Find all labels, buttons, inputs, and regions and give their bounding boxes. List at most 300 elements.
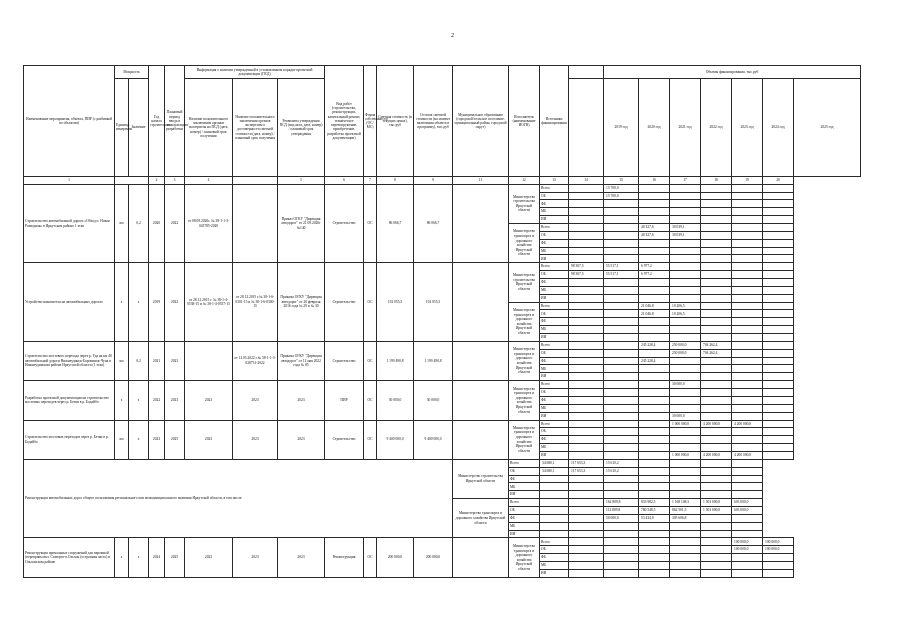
funding-value <box>604 451 639 459</box>
funding-value <box>639 279 670 287</box>
funding-value <box>732 216 763 224</box>
source-label: Всего <box>509 499 540 507</box>
object-estimate: 30 000,0 <box>377 381 414 420</box>
object-work-type: Строительство <box>325 184 364 263</box>
header-work-type: Вид работ (строительство, реконструкция, капитальный ремонт, техническое перевооружение, приобретение, разработка проектной документации) <box>325 66 364 177</box>
financing-table <box>23 65 861 578</box>
funding-value <box>763 420 794 428</box>
source-label: ИИ <box>540 216 569 224</box>
funding-value: 30 000,0 <box>670 381 701 389</box>
funding-value <box>670 373 701 381</box>
funding-value <box>763 436 794 444</box>
funding-value <box>569 184 604 192</box>
funding-value <box>569 420 604 428</box>
funding-value <box>701 459 732 467</box>
funding-value: 1 000 000,0 <box>670 451 701 459</box>
funding-value <box>763 396 794 404</box>
funding-value <box>701 216 732 224</box>
funding-value: 15 700,0 <box>604 192 639 200</box>
funding-value <box>701 569 732 577</box>
funding-value <box>639 428 670 436</box>
funding-value <box>604 561 639 569</box>
funding-value <box>604 357 639 365</box>
funding-value <box>701 247 732 255</box>
header-capacity: Мощность <box>115 66 149 79</box>
object-exp-cost: от 28.12.2015 г.№ 38-1-6-0301-15 и № 38-1-6-0300-15 <box>233 263 278 342</box>
funding-value <box>670 396 701 404</box>
header-remaining: Остаток сметной стоимости (на момент включения объекта в программу), тыс.руб <box>414 66 453 177</box>
source-label: МБ <box>540 247 569 255</box>
funding-value <box>569 239 604 247</box>
funding-value: 117 653,3 <box>569 459 604 467</box>
funding-value <box>670 404 701 412</box>
funding-value <box>701 334 732 342</box>
source-label: ФБ <box>540 357 569 365</box>
funding-value <box>604 428 639 436</box>
source-label: МБ <box>540 286 569 294</box>
col-number: 14 <box>569 176 604 184</box>
funding-value <box>569 334 604 342</box>
funding-value <box>604 247 639 255</box>
funding-value <box>763 310 794 318</box>
header-year: 2019 год <box>604 78 639 176</box>
object-municipality <box>453 184 509 263</box>
funding-value <box>604 522 639 530</box>
funding-value <box>732 349 763 357</box>
funding-value <box>732 483 763 491</box>
funding-value <box>639 318 670 326</box>
funding-value <box>732 255 763 263</box>
funding-value <box>604 318 639 326</box>
funding-value <box>639 420 670 428</box>
funding-value <box>569 546 604 554</box>
funding-value <box>732 302 763 310</box>
table-row <box>24 341 861 349</box>
object-remaining: 192 055,5 <box>414 263 453 342</box>
source-label: ИИ <box>540 334 569 342</box>
executor-name: Министерство транспорта и дорожного хозяйства Иркутской области <box>509 224 540 263</box>
executor-name: Министерство транспорта и дорожного хозяйства Иркутской области <box>509 341 540 380</box>
funding-value <box>639 459 670 467</box>
funding-value <box>670 546 701 554</box>
executor-name: Министерство транспорта и дорожного хозяйства Иркутской области <box>509 538 540 578</box>
funding-value <box>670 208 701 216</box>
funding-value <box>670 538 701 546</box>
object-start-year: 2019 <box>149 263 165 342</box>
funding-value <box>540 514 569 522</box>
funding-value <box>763 554 794 562</box>
funding-value <box>701 546 732 554</box>
executor-name: Министерство строительства Иркутской области <box>453 459 509 498</box>
funding-value <box>569 554 604 562</box>
col-number: 1 <box>24 176 115 184</box>
funding-value <box>763 286 794 294</box>
funding-value: 117 653,3 <box>569 467 604 475</box>
funding-value <box>670 475 701 483</box>
funding-value <box>604 396 639 404</box>
object-remaining: 86 066,7 <box>414 184 453 263</box>
object-unit: х <box>115 263 129 342</box>
funding-value <box>604 334 639 342</box>
funding-value <box>604 302 639 310</box>
funding-value <box>569 499 604 507</box>
funding-value <box>639 561 670 569</box>
funding-value <box>639 239 670 247</box>
funding-value <box>569 530 604 538</box>
funding-value <box>639 255 670 263</box>
funding-value <box>604 286 639 294</box>
object-name: Строительство мостовых переходов через р. Бетяи в р. Бодайбо <box>24 420 115 459</box>
funding-value <box>639 404 670 412</box>
funding-value <box>670 318 701 326</box>
source-label: ОБ <box>509 467 540 475</box>
funding-value: 4 200 000,0 <box>701 451 732 459</box>
header-funding: Объемы финансирования, тыс.руб <box>604 66 861 79</box>
col-number: 18 <box>701 176 732 184</box>
object-start-year: 2023 <box>149 420 165 459</box>
object-exp-positive: от 08.09.2020г. № 38-1-1-3-043785-2020 <box>185 184 233 263</box>
object-unit: км <box>115 184 129 263</box>
funding-value <box>604 389 639 397</box>
funding-value <box>569 561 604 569</box>
source-label: ФБ <box>540 396 569 404</box>
object-municipality <box>453 263 509 342</box>
funding-value: 98 307,5 <box>569 271 604 279</box>
funding-value <box>763 373 794 381</box>
funding-value <box>639 286 670 294</box>
funding-value <box>701 538 732 546</box>
source-label: ФБ <box>540 279 569 287</box>
object-municipality <box>453 538 509 578</box>
funding-value <box>639 396 670 404</box>
funding-value: 6 977,2 <box>639 271 670 279</box>
funding-value <box>639 389 670 397</box>
funding-value: 55 517,1 <box>604 263 639 271</box>
funding-value <box>639 412 670 420</box>
funding-value <box>701 483 732 491</box>
object-ownership: ОС <box>364 538 377 578</box>
funding-value <box>732 208 763 216</box>
funding-value <box>670 491 701 499</box>
header-year: 2021 год <box>670 78 701 176</box>
col-number: 13 <box>540 176 569 184</box>
funding-value <box>604 216 639 224</box>
object-municipality <box>453 381 509 420</box>
funding-value <box>763 334 794 342</box>
funding-value <box>569 483 604 491</box>
funding-value <box>569 326 604 334</box>
funding-value <box>540 491 569 499</box>
funding-value <box>604 349 639 357</box>
col-number: 20 <box>763 176 794 184</box>
funding-value <box>670 294 701 302</box>
column-numbers-row <box>24 176 861 184</box>
funding-value <box>763 224 794 232</box>
object-unit: х <box>115 381 129 420</box>
funding-value <box>701 263 732 271</box>
funding-value <box>763 263 794 271</box>
funding-value <box>763 341 794 349</box>
funding-value: 100 000,0 <box>732 546 763 554</box>
object-plan-year: 2023 <box>165 341 185 380</box>
col-number: 7 <box>364 176 377 184</box>
funding-value <box>701 310 732 318</box>
funding-value: 40 327,6 <box>639 231 670 239</box>
header-row <box>24 66 861 79</box>
header-value: Значение <box>129 78 149 176</box>
col-number: 3 <box>165 176 185 184</box>
source-label: Всего <box>540 420 569 428</box>
funding-value <box>639 483 670 491</box>
table-row <box>24 184 861 192</box>
funding-value <box>569 192 604 200</box>
funding-value: 1 503 000,0 <box>701 499 732 507</box>
funding-value: 15 610,2 <box>604 459 639 467</box>
executor-name: Министерство транспорта и дорожного хозяйства Иркутской области <box>509 420 540 459</box>
funding-value <box>763 184 794 192</box>
funding-value <box>604 444 639 452</box>
object-municipality <box>453 341 509 380</box>
funding-value <box>763 294 794 302</box>
object-plan-year: 2025 <box>165 420 185 459</box>
funding-value <box>639 381 670 389</box>
funding-value <box>701 373 732 381</box>
funding-value <box>604 569 639 577</box>
object-estimate: 1 199 490,8 <box>377 341 414 380</box>
funding-value <box>701 561 732 569</box>
col-number: 19 <box>732 176 763 184</box>
funding-value <box>763 561 794 569</box>
funding-value <box>732 365 763 373</box>
funding-value <box>763 444 794 452</box>
funding-value <box>639 326 670 334</box>
funding-value: 10 206,5 <box>670 310 701 318</box>
object-approval: Приказы ОГКУ "Дирекция автодорог" от 20 февраля 2016 года № 29 и № 30 <box>278 263 325 342</box>
table-row <box>24 420 861 428</box>
object-remaining: 200 000,0 <box>414 538 453 578</box>
funding-value: 4 200 000,0 <box>732 420 763 428</box>
funding-value <box>701 514 732 522</box>
funding-value <box>569 396 604 404</box>
funding-value <box>732 341 763 349</box>
funding-value <box>639 208 670 216</box>
object-unit: км <box>115 420 129 459</box>
funding-value <box>639 216 670 224</box>
table-cell <box>569 78 604 176</box>
source-label: МБ <box>540 444 569 452</box>
source-label: ФБ <box>540 239 569 247</box>
source-label: Всего <box>540 538 569 546</box>
funding-value <box>701 294 732 302</box>
funding-value <box>763 381 794 389</box>
funding-value: 30 039,1 <box>670 231 701 239</box>
funding-value <box>604 554 639 562</box>
funding-value <box>732 334 763 342</box>
funding-value <box>670 286 701 294</box>
funding-value <box>763 326 794 334</box>
funding-value <box>569 538 604 546</box>
funding-value <box>569 451 604 459</box>
object-estimate: 86 066,7 <box>377 184 414 263</box>
object-plan-year: 2025 <box>165 538 185 578</box>
source-label: ИИ <box>540 294 569 302</box>
funding-value <box>701 326 732 334</box>
object-value: х <box>129 538 149 578</box>
object-exp-positive: 2023 <box>185 538 233 578</box>
funding-value <box>569 404 604 412</box>
source-label: ФБ <box>540 436 569 444</box>
source-label: МБ <box>540 365 569 373</box>
funding-value <box>639 467 670 475</box>
col-number: 9 <box>414 176 453 184</box>
funding-value <box>569 569 604 577</box>
funding-value <box>604 436 639 444</box>
funding-value <box>701 467 732 475</box>
col-number: 6 <box>325 176 364 184</box>
funding-value <box>670 436 701 444</box>
funding-value <box>639 451 670 459</box>
funding-value <box>639 184 670 192</box>
funding-value <box>701 231 732 239</box>
funding-value <box>763 569 794 577</box>
header-exp-positive: Наличие положительного заключения органов экспертизы на ПСД (дата, номер) / плановый срок получения <box>185 78 233 176</box>
funding-value <box>701 279 732 287</box>
object-name: Реконструкция причальных сооружений для паромной (переправы вкл. Сахюрта-п.Ольхон (островная часть) в Ольхонском районе <box>24 538 115 578</box>
source-label: Всего <box>540 184 569 192</box>
funding-value <box>763 404 794 412</box>
funding-value <box>639 538 670 546</box>
funding-value: 30 039,1 <box>670 224 701 232</box>
funding-value <box>670 184 701 192</box>
source-label: ИИ <box>509 491 540 499</box>
funding-value <box>604 326 639 334</box>
object-start-year: 2024 <box>149 538 165 578</box>
funding-value: 704 262,4 <box>701 341 732 349</box>
funding-value <box>639 373 670 381</box>
funding-value <box>540 483 569 491</box>
funding-value: 245 228,4 <box>639 341 670 349</box>
funding-value <box>701 224 732 232</box>
funding-value <box>732 286 763 294</box>
table-row <box>24 381 861 389</box>
funding-value <box>763 255 794 263</box>
funding-value <box>604 420 639 428</box>
funding-value <box>569 389 604 397</box>
object-plan-year: 2022 <box>165 263 185 342</box>
funding-value <box>670 279 701 287</box>
funding-value: 21 046,8 <box>639 302 670 310</box>
source-label: МБ <box>509 483 540 491</box>
funding-value <box>670 561 701 569</box>
funding-value: 1 168 108,3 <box>670 499 701 507</box>
object-name: Строительство мостового перехода через р. Уда на км 40 автомобильной дороги Нижнеудинск-Боровинок-Чуна в Нижнеудинском районе Иркутской области (1 этап) <box>24 341 115 380</box>
funding-value <box>604 208 639 216</box>
funding-value <box>763 365 794 373</box>
funding-value <box>569 302 604 310</box>
funding-value <box>639 200 670 208</box>
table-cell <box>115 176 149 184</box>
funding-value <box>763 389 794 397</box>
funding-value <box>732 271 763 279</box>
funding-value: 245 228,4 <box>639 357 670 365</box>
funding-value <box>732 412 763 420</box>
funding-value <box>639 530 670 538</box>
source-label: ФБ <box>540 554 569 562</box>
funding-value <box>569 365 604 373</box>
funding-value <box>701 239 732 247</box>
funding-value <box>540 506 569 514</box>
object-exp-positive: 2023 <box>185 420 233 459</box>
funding-value: 40 327,6 <box>639 224 670 232</box>
funding-value: 4 200 000,0 <box>732 451 763 459</box>
funding-value: 55 517,1 <box>604 271 639 279</box>
funding-value <box>670 569 701 577</box>
source-label: ИИ <box>540 451 569 459</box>
funding-value <box>569 412 604 420</box>
funding-value: 1 503 000,0 <box>701 506 732 514</box>
funding-value <box>604 341 639 349</box>
object-start-year: 2020 <box>149 184 165 263</box>
funding-value <box>670 483 701 491</box>
header-year: 2023 год <box>732 78 763 176</box>
executor-name: Министерство транспорта и дорожного хозяйства Иркутской области <box>453 499 509 538</box>
source-label: Всего <box>540 302 569 310</box>
funding-value <box>701 184 732 192</box>
funding-value <box>604 538 639 546</box>
source-label: ОБ <box>540 428 569 436</box>
col-number: 8 <box>377 176 414 184</box>
table-cell <box>233 176 278 184</box>
executor-name: Министерство транспорта и дорожного хозяйства Иркутской области <box>509 302 540 341</box>
object-remaining: 30 000,0 <box>414 381 453 420</box>
funding-value <box>701 318 732 326</box>
funding-value <box>639 569 670 577</box>
funding-value <box>639 192 670 200</box>
source-label: МБ <box>540 326 569 334</box>
funding-value <box>604 239 639 247</box>
funding-value <box>732 279 763 287</box>
funding-value: 112 809,8 <box>604 506 639 514</box>
funding-value: 250 000,0 <box>670 349 701 357</box>
funding-value <box>732 436 763 444</box>
funding-value <box>732 514 763 522</box>
funding-value <box>732 373 763 381</box>
funding-value <box>639 294 670 302</box>
funding-value <box>670 200 701 208</box>
funding-value: 21 046,8 <box>639 310 670 318</box>
funding-value <box>670 467 701 475</box>
object-name: Реконструкция автомобильных дорог общего пользования регионального или межмуниципального значения Иркутской области, в том числе: <box>24 459 453 538</box>
funding-value: 833 982,5 <box>639 499 670 507</box>
funding-value: 1 000 000,0 <box>670 420 701 428</box>
funding-value: 100 000,0 <box>763 538 794 546</box>
funding-value <box>732 522 763 530</box>
header-executor: Исполнитель (наименование ИОГВ) <box>509 66 540 177</box>
funding-value <box>701 255 732 263</box>
object-exp-cost: 2023 <box>233 381 278 420</box>
funding-value <box>604 310 639 318</box>
funding-value <box>639 349 670 357</box>
funding-value <box>569 208 604 216</box>
funding-value <box>670 263 701 271</box>
source-label: ФБ <box>509 475 540 483</box>
funding-value <box>763 239 794 247</box>
header-year: 2022 год <box>701 78 732 176</box>
funding-value <box>670 459 701 467</box>
source-label: Всего <box>540 381 569 389</box>
funding-value <box>701 208 732 216</box>
col-number: 12 <box>509 176 540 184</box>
